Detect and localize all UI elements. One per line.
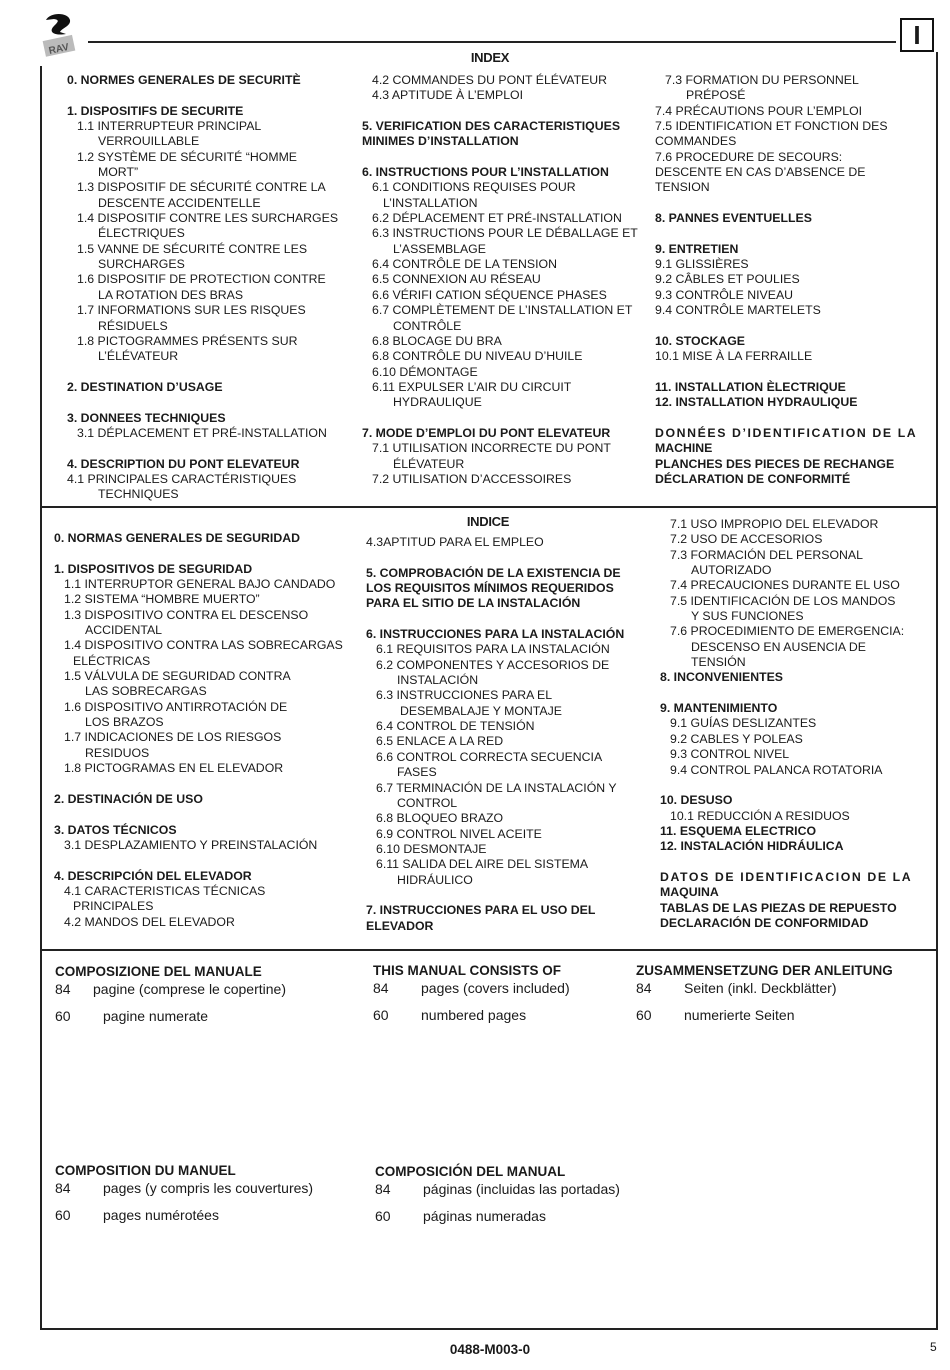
divider-fr-es <box>40 506 938 508</box>
index-entry: ÉLECTRIQUES <box>98 226 185 241</box>
index-entry: 6.3 INSTRUCTIONS POUR LE DÉBALLAGE ET <box>372 226 638 241</box>
document-code: 0488-M003-0 <box>449 1342 531 1357</box>
index-section-heading: 11. INSTALLATION ÈLECTRIQUE <box>655 379 846 394</box>
numbered-pages: 60 <box>373 1007 389 1023</box>
index-entry: 6.2 DÉPLACEMENT ET PRÉ-INSTALLATION <box>372 211 622 226</box>
index-spacer <box>54 807 343 822</box>
index-entry: 1.7 INDICACIONES DE LOS RIESGOS <box>64 730 282 745</box>
total-pages-label: pages (y compris les couvertures) <box>103 1180 314 1196</box>
index-section-heading: ELEVADOR <box>366 918 434 933</box>
index-section-heading: MINIMES D’INSTALLATION <box>362 134 519 149</box>
index-title-fr: INDEX <box>470 50 510 65</box>
index-section-heading: 6. INSTRUCTIONS POUR L’INSTALLATION <box>362 165 609 180</box>
index-es-col3 <box>660 517 912 931</box>
index-entry: 6.3 INSTRUCCIONES PARA EL <box>376 688 553 703</box>
index-entry: L’INSTALLATION <box>383 195 478 210</box>
index-entry: 6.6 CONTROL CORRECTA SECUENCIA <box>376 749 603 764</box>
index-entry: 7.4 PRÉCAUTIONS POUR L’EMPLOI <box>655 103 863 118</box>
index-entry: 1.5 VANNE DE SÉCURITÉ CONTRE LES <box>77 241 308 256</box>
index-section-heading: 10. DESUSO <box>660 793 733 808</box>
total-pages-label: Seiten (inkl. Deckblätter) <box>684 980 837 996</box>
index-entry: TENSION <box>655 180 710 195</box>
index-spacer <box>54 777 343 792</box>
index-fr-col1 <box>67 73 338 503</box>
index-section-heading: TABLAS DE LAS PIEZAS DE REPUESTO <box>660 900 897 915</box>
frame-left <box>40 66 42 1330</box>
total-pages-label: páginas (incluidas las portadas) <box>423 1181 620 1197</box>
composition-heading: COMPOSITION DU MANUEL <box>55 1163 236 1178</box>
index-entry: 9.3 CONTROL NIVEL <box>670 747 790 762</box>
index-entry: 6.5 CONNEXION AU RÉSEAU <box>372 272 541 287</box>
index-entry: 6.4 CONTROL DE TENSIÓN <box>376 719 535 734</box>
index-entry: 10.1 REDUCCIÓN A RESIDUOS <box>670 808 850 823</box>
composition-de <box>636 963 893 1023</box>
index-entry: FASES <box>397 765 437 780</box>
index-section-heading: 12. INSTALLATION HYDRAULIQUE <box>655 395 858 410</box>
index-section-heading: 6. INSTRUCCIONES PARA LA INSTALACIÓN <box>366 627 625 642</box>
index-entry: 3.1 DESPLAZAMIENTO Y PREINSTALACIÓN <box>64 837 318 852</box>
index-entry: 6.8 CONTRÔLE DU NIVEAU D’HUILE <box>372 349 583 364</box>
index-spacer <box>362 104 638 119</box>
index-entry: 6.11 EXPULSER L’AIR DU CIRCUIT <box>372 379 572 394</box>
index-entry: 1.8 PICTOGRAMMES PRÉSENTS SUR <box>77 333 298 348</box>
index-section-heading: 1. DISPOSITIVOS DE SEGURIDAD <box>54 561 253 576</box>
index-entry: 9.4 CONTRÔLE MARTELETS <box>655 303 821 318</box>
index-entry: 1.4 DISPOSITIVO CONTRA LAS SOBRECARGAS <box>64 638 343 653</box>
index-section-heading: PARA EL SITIO DE LA INSTALACIÓN <box>366 596 581 611</box>
total-pages: 84 <box>375 1181 391 1197</box>
index-spacer <box>366 612 624 627</box>
frame-bottom <box>40 1328 938 1330</box>
total-pages: 84 <box>55 1180 71 1196</box>
index-entry: 6.10 DESMONTAJE <box>376 841 487 856</box>
index-entry: PRINCIPALES <box>73 899 154 914</box>
index-section-heading: 8. PANNES EVENTUELLES <box>655 211 812 226</box>
index-entry: 7.6 PROCEDURE DE SECOURS: <box>655 149 843 164</box>
index-entry: 4.2 MANDOS DEL ELEVADOR <box>64 914 235 929</box>
total-pages: 84 <box>373 980 389 996</box>
index-entry: 1.2 SISTEMA “HOMBRE MUERTO” <box>64 592 260 607</box>
numbered-pages: 60 <box>636 1007 652 1023</box>
numbered-pages-label: numbered pages <box>421 1007 527 1023</box>
index-section-heading: DÉCLARATION DE CONFORMITÉ <box>655 471 851 486</box>
index-entry: 7.1 USO IMPROPIO DEL ELEVADOR <box>670 517 879 531</box>
total-pages-label: pages (covers included) <box>421 980 570 996</box>
total-pages: 84 <box>55 981 71 997</box>
index-entry: 7.5 IDENTIFICATION ET FONCTION DES <box>655 119 888 134</box>
index-spacer <box>655 226 917 241</box>
index-entry: RÉSIDUELS <box>98 318 168 333</box>
index-entry: RESIDUOS <box>85 745 150 760</box>
index-entry: ACCIDENTAL <box>85 623 162 638</box>
index-spacer <box>54 546 343 561</box>
index-section-heading: 9. MANTENIMIENTO <box>660 701 778 716</box>
index-entry: 1.5 VÁLVULA DE SEGURIDAD CONTRA <box>64 669 291 684</box>
numbered-pages: 60 <box>55 1207 71 1223</box>
index-entry: L’ÉLÉVATEUR <box>98 349 179 364</box>
index-entry: VERROUILLABLE <box>98 134 200 149</box>
index-entry: LA ROTATION DES BRAS <box>98 287 244 302</box>
numbered-pages: 60 <box>375 1208 391 1224</box>
index-entry: SURCHARGES <box>98 257 185 272</box>
index-entry: 6.8 BLOCAGE DU BRA <box>372 333 502 348</box>
index-section-heading: 4. DESCRIPCIÓN DEL ELEVADOR <box>54 868 252 883</box>
index-section-heading: MACHINE <box>655 441 713 456</box>
index-spacer <box>655 196 917 211</box>
index-section-heading: LOS REQUISITOS MÍNIMOS REQUERIDOS <box>366 581 614 596</box>
index-entry: HYDRAULIQUE <box>393 395 482 410</box>
index-entry: 10.1 MISE À LA FERRAILLE <box>655 349 813 364</box>
index-entry: 6.11 SALIDA DEL AIRE DEL SISTEMA <box>376 857 589 872</box>
index-entry: 4.3APTITUD PARA EL EMPLEO <box>366 535 544 549</box>
index-entry: 9.3 CONTRÔLE NIVEAU <box>655 287 794 302</box>
company-logo <box>40 12 80 58</box>
index-entry: 1.1 INTERRUPTOR GENERAL BAJO CANDADO <box>64 577 336 592</box>
index-entry: LAS SOBRECARGAS <box>85 684 207 699</box>
index-section-heading: 1. DISPOSITIFS DE SECURITE <box>67 103 244 118</box>
index-spacer <box>54 853 343 868</box>
index-spacer <box>67 88 338 103</box>
composition-heading: COMPOSIZIONE DEL MANUALE <box>55 964 262 979</box>
index-entry: 9.4 CONTROL PALANCA ROTATORIA <box>670 762 883 777</box>
index-entry: 9.2 CABLES Y POLEAS <box>670 731 803 746</box>
index-entry: 6.2 COMPONENTES Y ACCESORIOS DE <box>376 657 610 672</box>
index-entry: DESCENTE EN CAS D’ABSENCE DE <box>655 165 866 180</box>
index-entry: TECHNIQUES <box>98 487 179 502</box>
index-es-col2 <box>366 535 624 934</box>
index-entry: INSTALACIÓN <box>397 673 479 688</box>
index-spacer <box>67 441 338 456</box>
index-spacer <box>655 365 917 380</box>
index-spacer <box>660 778 912 793</box>
index-section-heading: MAQUINA <box>660 885 719 900</box>
index-entry: 1.6 DISPOSITIF DE PROTECTION CONTRE <box>77 272 326 287</box>
index-spacer <box>655 319 917 334</box>
index-entry: 9.2 CÂBLES ET POULIES <box>655 272 800 287</box>
index-entry: ELÉCTRICAS <box>73 653 151 668</box>
index-entry: 7.4 PRECAUCIONES DURANTE EL USO <box>670 578 900 593</box>
numbered-pages-label: pages numérotées <box>103 1207 219 1223</box>
index-entry: PRÉPOSÉ <box>686 88 746 103</box>
index-entry: 6.6 VÉRIFI CATION SÉQUENCE PHASES <box>372 287 607 302</box>
index-entry: 7.2 USO DE ACCESORIOS <box>670 532 823 547</box>
index-entry: 7.6 PROCEDIMIENTO DE EMERGENCIA: <box>670 624 905 639</box>
index-spacer <box>366 550 624 565</box>
index-entry: 6.1 CONDITIONS REQUISES POUR <box>372 180 576 195</box>
index-section-heading: PLANCHES DES PIECES DE RECHANGE <box>655 456 895 471</box>
index-section-heading: DONNÉES D’IDENTIFICATION DE LA <box>655 425 918 440</box>
index-entry: 4.2 COMMANDES DU PONT ÉLÉVATEUR <box>372 73 608 87</box>
frame-right <box>936 52 938 1330</box>
index-section-heading: 2. DESTINACIÓN DE USO <box>54 791 203 806</box>
composition-heading: ZUSAMMENSETZUNG DER ANLEITUNG <box>636 963 893 978</box>
index-spacer <box>660 686 912 701</box>
index-entry: 1.1 INTERRUPTEUR PRINCIPAL <box>77 119 262 134</box>
index-entry: 7.3 FORMATION DU PERSONNEL <box>665 73 859 87</box>
index-section-heading: 2. DESTINATION D’USAGE <box>67 379 223 394</box>
index-section-heading: 9. ENTRETIEN <box>655 241 739 256</box>
divider-es-composition <box>40 949 938 951</box>
numbered-pages-label: pagine numerate <box>103 1008 209 1024</box>
index-spacer <box>660 855 912 870</box>
composition-it <box>55 964 286 1024</box>
section-box: I <box>900 18 934 52</box>
index-entry: 6.10 DÉMONTAGE <box>372 364 478 379</box>
index-entry: CONTROL <box>397 795 458 810</box>
index-section-heading: 3. DONNEES TECHNIQUES <box>67 410 226 425</box>
index-section-heading: DECLARACIÓN DE CONFORMIDAD <box>660 915 869 930</box>
index-fr-col3 <box>655 73 917 487</box>
index-entry: MORT” <box>98 165 139 180</box>
index-entry: DESEMBALAJE Y MONTAJE <box>400 703 562 718</box>
index-entry: 6.7 TERMINACIÓN DE LA INSTALACIÓN Y <box>376 780 617 795</box>
index-entry: 1.3 DISPOSITIF DE SÉCURITÉ CONTRE LA <box>77 180 326 195</box>
index-section-heading: 8. INCONVENIENTES <box>660 670 783 685</box>
numbered-pages: 60 <box>55 1008 71 1024</box>
index-entry: TENSIÓN <box>691 655 746 670</box>
index-entry: DESCENTE ACCIDENTELLE <box>98 195 261 210</box>
total-pages: 84 <box>636 980 652 996</box>
index-entry: 6.8 BLOQUEO BRAZO <box>376 811 504 826</box>
composition-es <box>375 1164 620 1224</box>
index-entry: 6.9 CONTROL NIVEL ACEITE <box>376 826 542 841</box>
index-entry: AUTORIZADO <box>691 563 772 578</box>
index-spacer <box>366 888 624 903</box>
index-entry: 1.2 SYSTÈME DE SÉCURITÉ “HOMME <box>77 149 298 164</box>
index-entry: CONTRÔLE <box>393 318 462 333</box>
index-section-heading: DATOS DE IDENTIFICACION DE LA <box>660 869 913 884</box>
index-entry: 6.1 REQUISITOS PARA LA INSTALACIÓN <box>376 642 610 657</box>
index-entry: COMMANDES <box>655 134 737 149</box>
index-fr-col2 <box>362 73 638 487</box>
index-section-heading: 11. ESQUEMA ELECTRICO <box>660 823 817 838</box>
index-entry: 3.1 DÉPLACEMENT ET PRÉ-INSTALLATION <box>77 425 327 440</box>
index-entry: Y SUS FUNCIONES <box>691 609 804 624</box>
index-entry: 1.3 DISPOSITIVO CONTRA EL DESCENSO <box>64 607 309 622</box>
total-pages-label: pagine (comprese le copertine) <box>93 981 286 997</box>
index-title-es: INDICE <box>466 514 510 529</box>
index-section-heading: 5. COMPROBACIÓN DE LA EXISTENCIA DE <box>366 565 621 580</box>
composition-en <box>373 963 570 1023</box>
index-spacer <box>655 411 917 426</box>
index-section-heading: 5. VERIFICATION DES CARACTERISTIQUES <box>362 119 621 134</box>
index-spacer <box>362 411 638 426</box>
index-entry: ÉLÉVATEUR <box>393 456 465 471</box>
numbered-pages-label: páginas numeradas <box>423 1208 546 1224</box>
index-entry: 7.2 UTILISATION D’ACCESSOIRES <box>372 471 572 486</box>
index-entry: 1.8 PICTOGRAMAS EN EL ELEVADOR <box>64 761 284 776</box>
index-entry: L’ASSEMBLAGE <box>393 241 486 256</box>
index-section-heading: 10. STOCKAGE <box>655 333 745 348</box>
index-entry: 4.1 PRINCIPALES CARACTÉRISTIQUES <box>67 471 297 486</box>
index-entry: 1.7 INFORMATIONS SUR LES RISQUES <box>77 303 306 318</box>
index-section-heading: 4. DESCRIPTION DU PONT ELEVATEUR <box>67 456 300 471</box>
composition-heading: THIS MANUAL CONSISTS OF <box>373 963 562 978</box>
index-entry: 6.7 COMPLÈTEMENT DE L’INSTALLATION ET <box>372 303 633 318</box>
index-es-col1 <box>54 531 343 930</box>
index-section-heading: 3. DATOS TÉCNICOS <box>54 822 177 837</box>
header-rule <box>88 41 896 43</box>
index-entry: 6.5 ENLACE A LA RED <box>376 734 504 749</box>
index-section-heading: 12. INSTALACIÓN HIDRÁULICA <box>660 839 844 854</box>
index-entry: 4.3 APTITUDE À L’EMPLOI <box>372 88 524 103</box>
index-section-heading: 0. NORMAS GENERALES DE SEGURIDAD <box>54 531 300 545</box>
index-entry: 4.1 CARACTERISTICAS TÉCNICAS <box>64 883 266 898</box>
svg-text:RAV: RAV <box>47 41 71 57</box>
composition-fr <box>55 1163 313 1223</box>
composition-heading: COMPOSICIÓN DEL MANUAL <box>375 1164 566 1179</box>
index-entry: 9.1 GUÍAS DESLIZANTES <box>670 716 817 731</box>
numbered-pages-label: numerierte Seiten <box>684 1007 795 1023</box>
index-entry: HIDRÁULICO <box>397 872 473 887</box>
index-section-heading: 7. INSTRUCCIONES PARA EL USO DEL <box>366 903 596 918</box>
index-entry: 9.1 GLISSIÈRES <box>655 257 749 272</box>
index-entry: 6.4 CONTRÔLE DE LA TENSION <box>372 257 557 272</box>
index-entry: 1.6 DISPOSITIVO ANTIRROTACIÓN DE <box>64 699 288 714</box>
index-entry: 7.3 FORMACIÓN DEL PERSONAL <box>670 547 863 562</box>
index-entry: 1.4 DISPOSITIF CONTRE LES SURCHARGES <box>77 211 339 226</box>
page-number: 5 <box>930 1340 937 1354</box>
index-entry: DESCENSO EN AUSENCIA DE <box>691 639 866 654</box>
index-entry: 7.1 UTILISATION INCORRECTE DU PONT <box>372 441 611 456</box>
index-entry: LOS BRAZOS <box>85 715 164 730</box>
index-spacer <box>67 395 338 410</box>
index-section-heading: 0. NORMES GENERALES DE SECURITÈ <box>67 73 301 87</box>
index-spacer <box>362 150 638 165</box>
index-section-heading: 7. MODE D’EMPLOI DU PONT ELEVATEUR <box>362 425 611 440</box>
index-spacer <box>67 365 338 380</box>
index-entry: 7.5 IDENTIFICACIÓN DE LOS MANDOS <box>670 593 896 608</box>
